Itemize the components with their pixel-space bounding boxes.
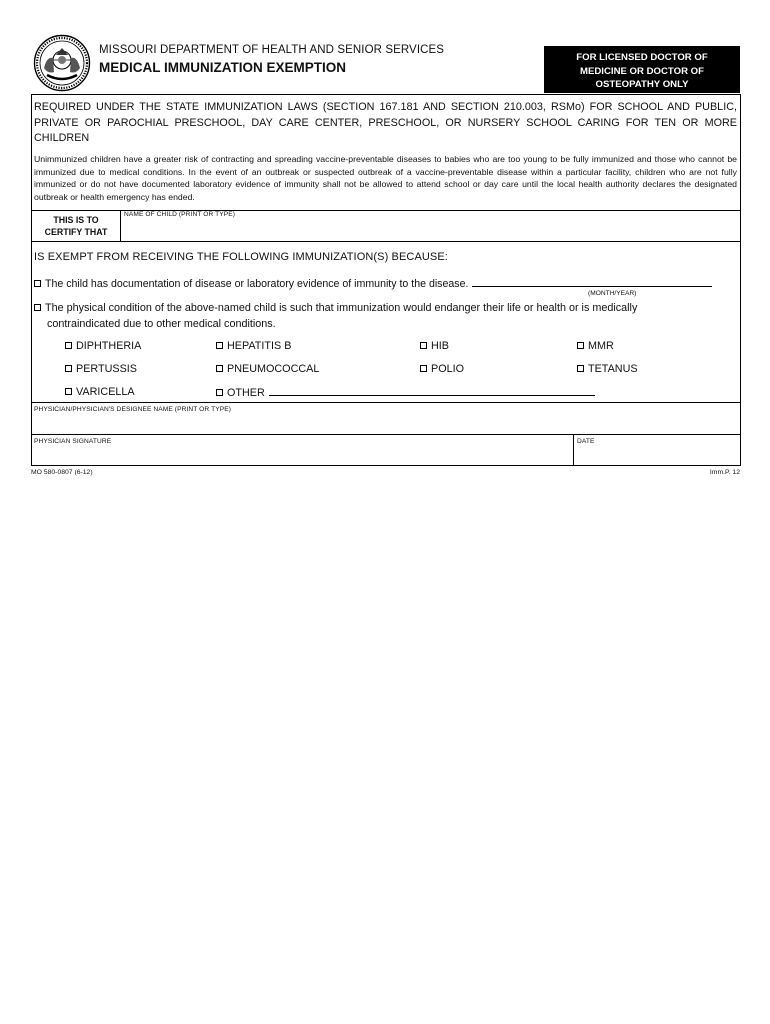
reason-physical-row: [34, 300, 737, 332]
form-title: MEDICAL IMMUNIZATION EXEMPTION: [99, 60, 346, 75]
vaccine-pertussis[interactable]: [65, 363, 137, 375]
hepatitis-b-label: HEPATITIS B: [227, 340, 292, 352]
date-field[interactable]: [577, 448, 737, 464]
reason-physical-text: The physical condition of the above-named child is such that immunization would endanger their life or health or is medically: [45, 302, 638, 314]
vaccine-hib[interactable]: [420, 340, 449, 352]
form-number: MO 580-0807 (6-12): [31, 469, 93, 476]
hepatitis-b-checkbox[interactable]: [216, 342, 223, 349]
other-checkbox[interactable]: [216, 389, 223, 396]
legal-requirement-text: REQUIRED UNDER THE STATE IMMUNIZATION LAWS (SECTION 167.181 AND SECTION 210.003, RSMo) FOR SCHOOL AND PUBLIC, PRIVATE OR PAROCHIAL PRESCHOOL, DAY CARE CENTER, PRESCHOOL, OR NURSERY SCHOOL CARING FOR TEN OR MORE CHILDREN: [34, 101, 737, 144]
licensed-physician-only-banner: FOR LICENSED DOCTOR OF MEDICINE OR DOCTOR OF OSTEOPATHY ONLY: [544, 46, 740, 93]
month-year-label: (MONTH/YEAR): [588, 290, 637, 297]
reason-documentation-text: The child has documentation of disease or laboratory evidence of immunity to the disease.: [45, 278, 469, 290]
vaccine-diphtheria[interactable]: [65, 340, 141, 352]
pertussis-checkbox[interactable]: [65, 365, 72, 372]
physician-name-field[interactable]: [34, 416, 736, 432]
varicella-label: VARICELLA: [76, 386, 135, 398]
physician-signature-field[interactable]: [34, 448, 570, 464]
physician-name-label: PHYSICIAN/PHYSICIAN'S DESIGNEE NAME (PRINT OR TYPE): [34, 406, 232, 413]
mmr-label: MMR: [588, 340, 614, 352]
reason-documentation-row: [34, 277, 712, 290]
reason-physical-checkbox[interactable]: [34, 304, 41, 311]
certify-label: THIS IS TO CERTIFY THAT: [44, 215, 108, 237]
vaccine-mmr[interactable]: [577, 340, 614, 352]
vaccine-hepatitis-b[interactable]: [216, 340, 291, 352]
polio-checkbox[interactable]: [420, 365, 427, 372]
diphtheria-checkbox[interactable]: [65, 342, 72, 349]
child-name-field[interactable]: [124, 221, 736, 239]
month-year-field[interactable]: [472, 277, 712, 287]
mmr-checkbox[interactable]: [577, 342, 584, 349]
department-name: MISSOURI DEPARTMENT OF HEALTH AND SENIOR SERVICES: [99, 44, 445, 56]
vaccine-pneumococcal[interactable]: [216, 363, 319, 375]
physician-signature-label: PHYSICIAN SIGNATURE: [34, 438, 112, 445]
hib-checkbox[interactable]: [420, 342, 427, 349]
reason-physical-text-continued: contraindicated due to other medical conditions.: [47, 318, 276, 330]
vaccine-tetanus[interactable]: [577, 363, 638, 375]
child-name-label: NAME OF CHILD (PRINT OR TYPE): [124, 211, 236, 218]
pertussis-label: PERTUSSIS: [76, 363, 138, 375]
pneumococcal-label: PNEUMOCOCCAL: [227, 363, 320, 375]
exemption-heading: IS EXEMPT FROM RECEIVING THE FOLLOWING IMMUNIZATION(S) BECAUSE:: [34, 251, 448, 263]
tetanus-label: TETANUS: [588, 363, 638, 375]
vaccine-varicella[interactable]: [65, 386, 135, 398]
divider-vaccines: [31, 402, 741, 403]
other-label: OTHER: [227, 387, 265, 399]
other-vaccine-field[interactable]: [269, 386, 595, 396]
tetanus-checkbox[interactable]: [577, 365, 584, 372]
vaccine-other[interactable]: [216, 386, 595, 399]
divider-child-name: [31, 241, 741, 242]
divider-certify: [120, 210, 121, 241]
date-label: DATE: [577, 438, 595, 445]
divider-signature-date: [573, 434, 574, 466]
vaccine-polio[interactable]: [420, 363, 464, 375]
reason-documentation-checkbox[interactable]: [34, 280, 41, 287]
outbreak-warning-text: Unimmunized children have a greater risk of contracting and spreading vaccine-preventable diseases to babies who are too young to be fully immunized and those who cannot be immunized due to medical conditions. In the event of an outbreak or suspected outbreak of a vaccine-preventable disease within a particular facility, children who are not fully immunized or do not have documented laboratory evidence of immunity shall not be allowed to attend school or day care until the local health authority declares the designated outbreak or health emergency has ended.: [34, 154, 737, 202]
divider-physician-name: [31, 434, 741, 435]
diphtheria-label: DIPHTHERIA: [76, 340, 142, 352]
missouri-state-seal-icon: [33, 34, 91, 92]
form-code: Imm.P. 12: [709, 469, 740, 476]
pneumococcal-checkbox[interactable]: [216, 365, 223, 372]
polio-label: POLIO: [431, 363, 465, 375]
varicella-checkbox[interactable]: [65, 388, 72, 395]
hib-label: HIB: [431, 340, 449, 352]
